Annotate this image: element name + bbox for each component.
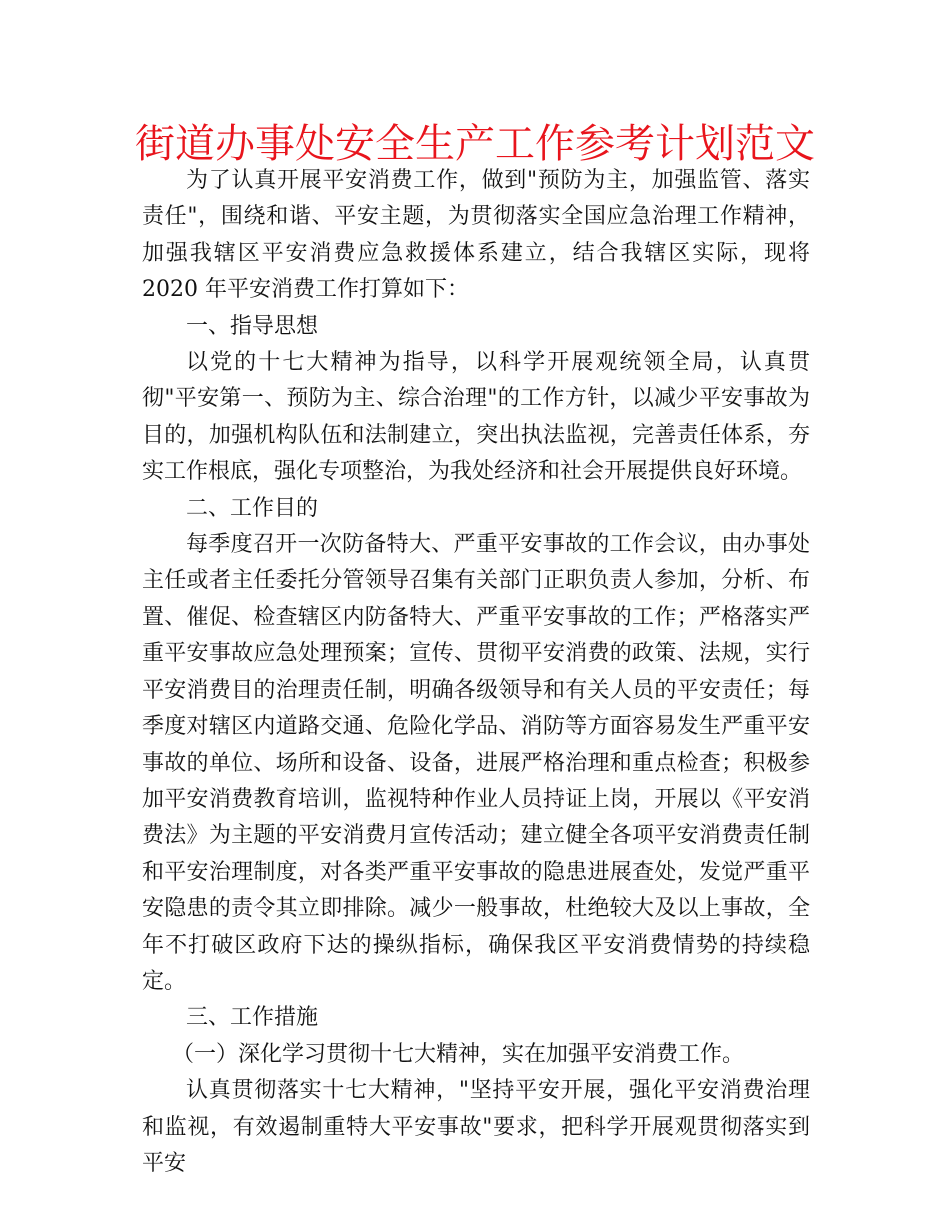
document-body	[142, 163, 810, 1182]
intro-paragraph: 为了认真开展平安消费工作，做到"预防为主，加强监管、落实责任"，围绕和谐、平安主题，为贯彻落实全国应急治理工作精神，加强我辖区平安消费应急救援体系建立，结合我辖区实际，现将 2020 年平安消费工作打算如下：	[142, 168, 810, 303]
guiding-ideology-paragraph: 以党的十七大精神为指导，以科学开展观统领全局，认真贯彻"平安第一、预防为主、综合治理"的工作方针，以减少平安事故为目的，加强机构队伍和法制建立，突出执法监视，完善责任体系，夯实工作根底，强化专项整治，为我处经济和社会开展提供良好环境。	[142, 350, 810, 485]
section-heading-guiding-ideology: 一、指导思想	[186, 313, 319, 339]
measures-paragraph-1: 认真贯彻落实十七大精神，"坚持平安开展，强化平安消费治理和监视，有效遏制重特大平安事故"要求，把科学开展观贯彻落实到平安	[142, 1078, 810, 1176]
document-title: 街道办事处安全生产工作参考计划范文	[135, 121, 815, 167]
section-heading-work-goals: 二、工作目的	[186, 495, 319, 521]
subsection-heading-1: （一）深化学习贯彻十七大精神，实在加强平安消费工作。	[172, 1041, 745, 1067]
section-heading-work-measures: 三、工作措施	[186, 1005, 319, 1031]
work-goals-paragraph: 每季度召开一次防备特大、严重平安事故的工作会议，由办事处主任或者主任委托分管领导召集有关部门正职负责人参加，分析、布置、催促、检查辖区内防备特大、严重平安事故的工作；严格落实严重平安事故应急处理预案；宣传、贯彻平安消费的政策、法规，实行平安消费目的治理责任制，明确各级领导和有关人员的平安责任；每季度对辖区内道路交通、危险化学品、消防等方面容易发生严重平安事故的单位、场所和设备、设备，进展严格治理和重点检查；积极参加平安消费教育培训，监视特种作业人员持证上岗，开展以《平安消费法》为主题的平安消费月宣传活动；建立健全各项平安消费责任制和平安治理制度，对各类严重平安事故的隐患进展查处，发觉严重平安隐患的责令其立即排除。减少一般事故，杜绝较大及以上事故，全年不打破区政府下达的操纵指标，确保我区平安消费情势的持续稳定。	[142, 532, 810, 994]
